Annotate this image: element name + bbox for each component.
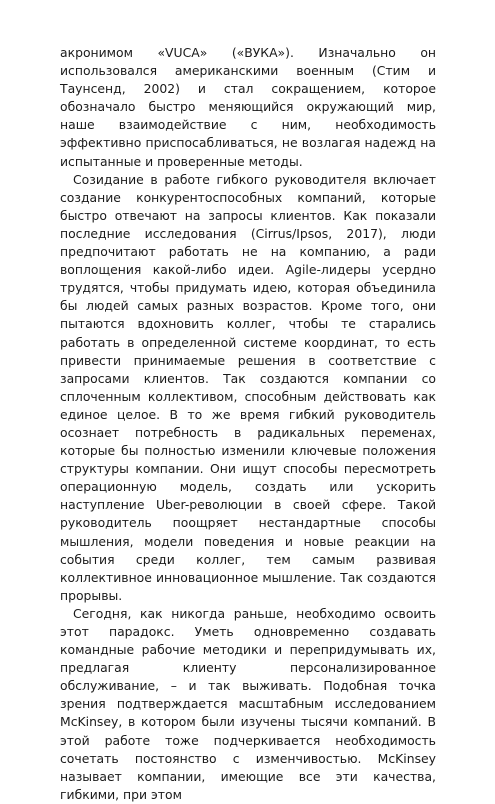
paragraph-2: Созидание в работе гибкого руководителя включает создание конкурентоспособных компаний, которые быстро отвечают на запросы клиентов. Как показали последние исследования (Cirrus/Ipsos, 2017), люди предпочитают работать не на компанию, а ради воплощения какой-либо идеи. Agile-лидеры усердно трудятся, чтобы придумать идею, которая объединила бы людей самых разных возрастов. Кроме того, они пытаются вдохновить коллег, чтобы те старались работать в определенной системе координат, то есть привести принимаемые решения в соответствие с запросами клиентов. Так создаются компании со сплоченным коллективом, способным действовать как единое целое. В то же время гибкий руководитель осознает потребность в радикальных переменах, которые бы полностью изменили ключевые положения структуры компании. Они ищут способы пересмотреть операционную модель, создать или ускорить наступление Uber-революции в своей сфере. Такой руководитель поощряет нестандартные способы мышления, модели поведения и новые реакции на события среди коллег, тем самым развивая коллективное инновационное мышление. Так создаются прорывы. (60, 171, 436, 603)
paragraph-1: акронимом «VUCA» («ВУКА»). Изначально он использовался американскими военным (Стим и Таунсенд, 2002) и стал сокращением, которое обозначало быстро меняющийся окружающий мир, наше взаимодействие с ним, необходимость эффективно приспосабливаться, не возлагая надежд на испытанные и проверенные методы. (60, 45, 436, 169)
paragraph-3: Сегодня, как никогда раньше, необходимо освоить этот парадокс. Уметь одновременно создавать командные рабочие методики и перепридумывать их, предлагая клиенту персонализированное обслуживание, – и так выживать. Подобная точка зрения подтверждается масштабным исследованием McKinsey, в котором были изучены тысячи компаний. В этой работе тоже подчеркивается необходимость сочетать постоянство с изменчивостью. McKinsey называет компании, имеющие все эти качества, гибкими, при этом (60, 605, 436, 802)
